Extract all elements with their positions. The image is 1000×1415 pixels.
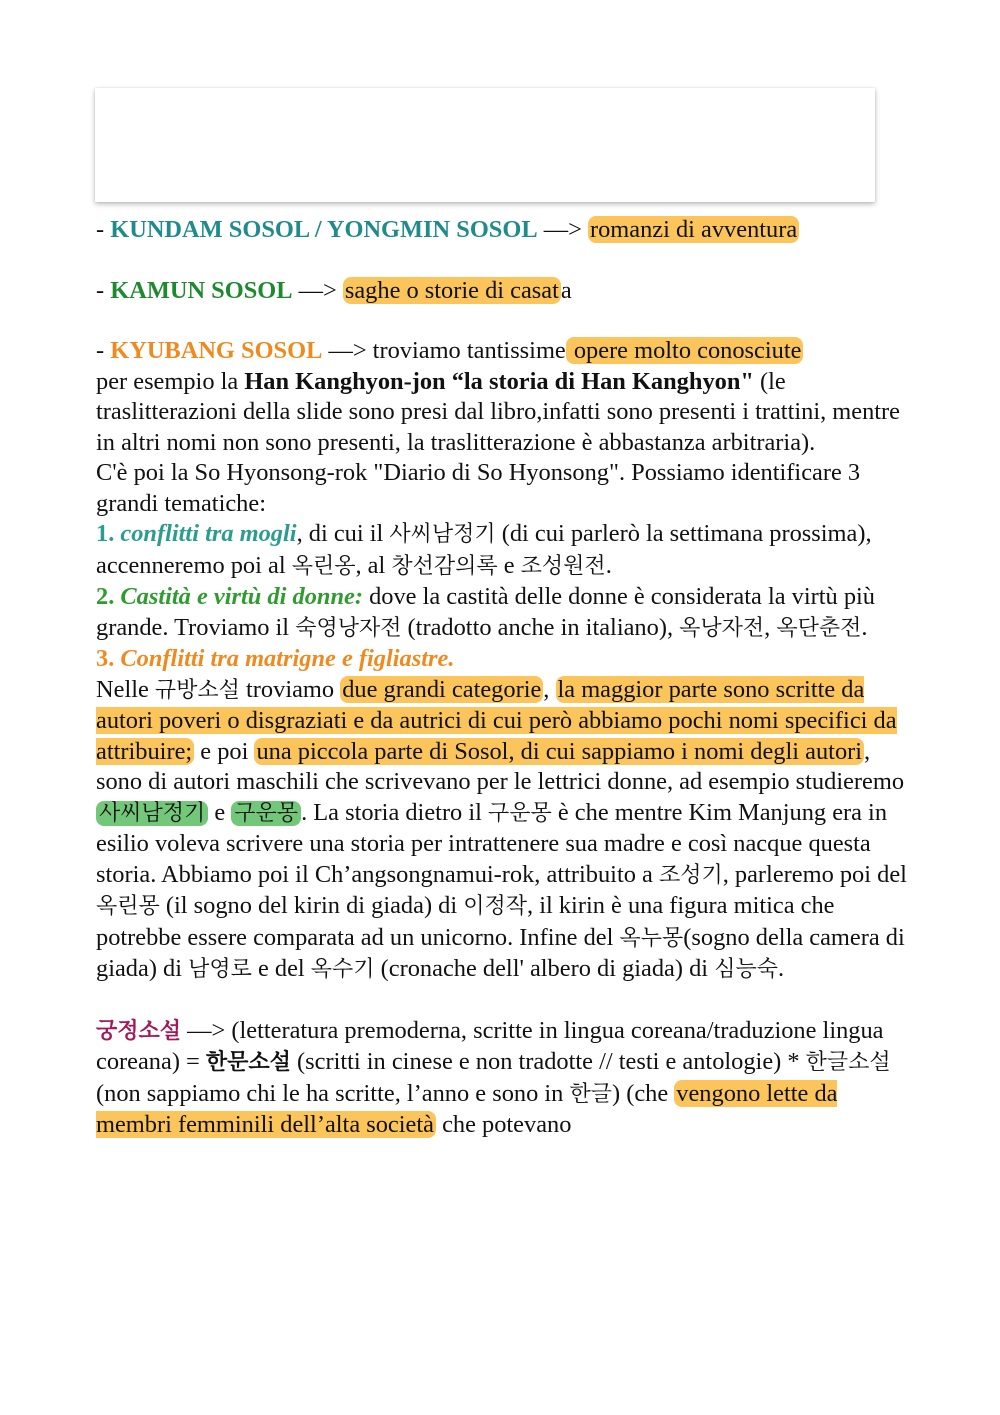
gungjeong-paragraph: 궁정소설 —> (letteratura premoderna, scritte in lingua coreana/traduzione lingua coreana) = 한문소설 (scritti in cinese e non tradotte // testi e antologie) * 한글소설 (non sappiamo chi le ha scritte, l’anno e sono in 한글) (che vengono lette da membri femminili dell’alta società che potevano	[96, 1016, 891, 1138]
kundam-title: KUNDAM SOSOL	[110, 216, 309, 243]
highlight: saghe o storie di casat	[344, 276, 559, 304]
kyubang-paragraph: - KYUBANG SOSOL —> troviamo tantissime opere molto conosciute per esempio la Han Kanghyon-jon “la storia di Han Kanghyon" (le traslitterazioni della slide sono presi dal libro,infatti sono presenti i trattini, mentre in altri nomi non sono presenti, la traslitterazione è abbastanza arbitraria). C'è poi la So Hyonsong-rok "Diario di So Hyonsong". Possiamo identificare 3 grandi tematiche:	[96, 337, 901, 517]
green-highlight: 구운몽	[231, 801, 301, 826]
kyubang-title: KYUBANG SOSOL	[110, 337, 323, 364]
document-content	[96, 215, 908, 1141]
kamun-paragraph: - KAMUN SOSOL —> saghe o storie di casata	[96, 276, 572, 304]
highlight: due grandi categorie	[342, 675, 542, 703]
highlight: opere molto conosciute	[567, 337, 802, 364]
green-highlight: 사씨남정기	[96, 801, 208, 826]
highlight: vengono lette da membri femminili dell’alta società	[96, 1079, 838, 1138]
kamun-title: KAMUN SOSOL	[110, 276, 293, 304]
theme-2: 2. Castità e virtù di donne: dove la castità delle donne è considerata la virtù più grande. Troviamo il 숙영낭자전 (tradotto anche in italiano), 옥낭자전, 옥단춘전.	[96, 583, 875, 641]
kundam-paragraph: - KUNDAM SOSOL / YONGMIN SOSOL —> romanzi di avventura	[96, 216, 798, 243]
highlight: una piccola parte di Sosol, di cui sappiamo i nomi degli autori	[256, 737, 863, 765]
theme-1: 1. conflitti tra mogli, di cui il 사씨남정기 (di cui parlerò la settimana prossima), accenneremo poi al 옥린옹, al 창선감의록 e 조성원전.	[96, 520, 872, 579]
theme-3: 3. Conflitti tra matrigne e figliastre.	[96, 645, 455, 672]
yongmin-title: YONGMIN SOSOL	[326, 216, 538, 243]
highlight: romanzi di avventura	[589, 216, 798, 243]
gungjeong-title: 궁정소설	[96, 1018, 182, 1044]
nelle-paragraph: Nelle 규방소설 troviamo due grandi categorie, la maggior parte sono scritte da autori poveri o disgraziati e da autrici di cui però abbiamo pochi nomi specifici da attribuire; e poi una piccola parte di Sosol, di cui sappiamo i nomi degli autori, sono di autori maschili che scrivevano per le lettrici donne, ad esempio studieremo 사씨남정기 e 구운몽 . La storia dietro il 구운몽 è che mentre Kim Manjung era in esilio voleva scrivere una storia per intrattenere sua madre e così nacque questa storia. Abbiamo poi il Ch’angsongnamui-rok, attribuito a 조성기, parleremo poi del 옥린몽 (il sogno del kirin di giada) di 이정작, il kirin è una figura mitica che potrebbe essere comparata ad un unicorno. Infine del 옥누몽(sogno della camera di giada) di 남영로 e del 옥수기 (cronache dell' albero di giada) di 심능숙.	[96, 675, 907, 982]
highlight: la maggior parte sono scritte da autori poveri o disgraziati e da autrici di cui però abbiamo pochi nomi specifici da attribuire;	[96, 675, 897, 765]
empty-header-box	[95, 88, 875, 202]
